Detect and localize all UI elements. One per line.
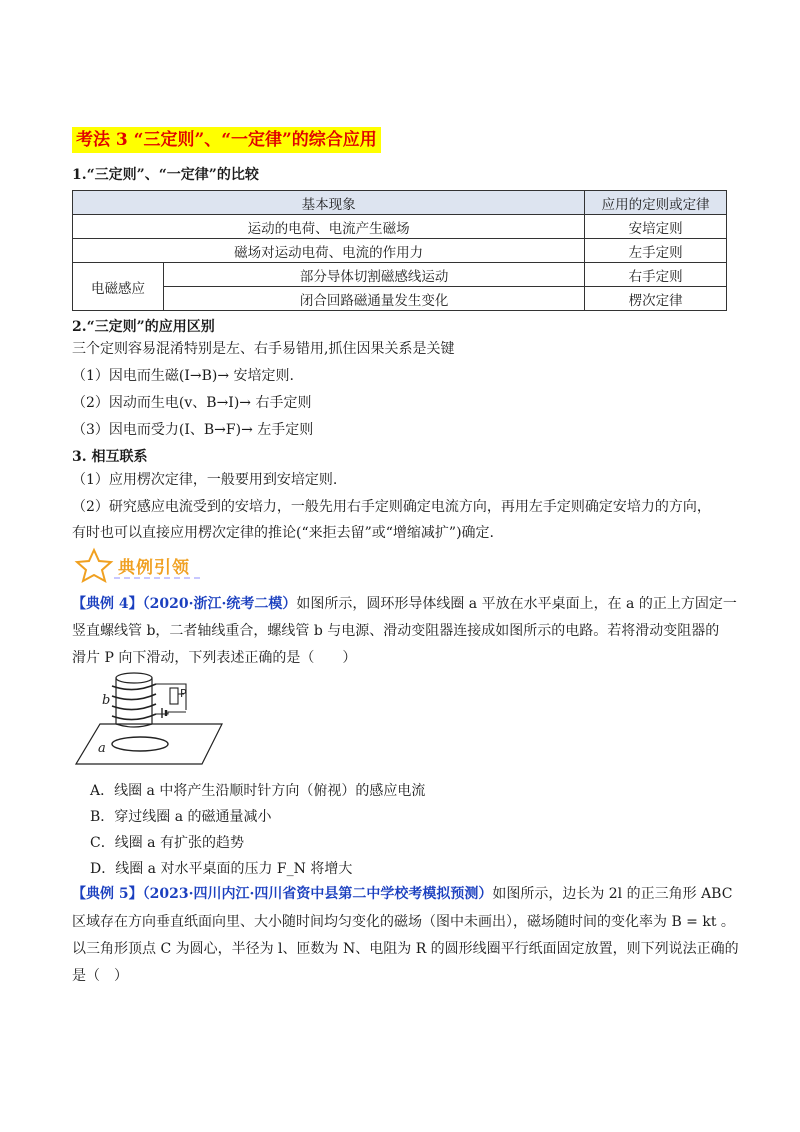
- table-cell-rule: 右手定则: [585, 263, 727, 287]
- table-cell-rule: 左手定则: [585, 239, 727, 263]
- table-header-rule: 应用的定则或定律: [585, 191, 727, 215]
- table-cell-phenomenon: 部分导体切割磁感线运动: [164, 263, 585, 287]
- table-cell-rule: 安培定则: [585, 215, 727, 239]
- option-b: B．穿过线圈 a 的磁通量减小: [90, 809, 272, 825]
- heading-comparison: 1.“三定则”、“一定律”的比较: [72, 167, 259, 183]
- ex5-text: 如图所示，边长为 2l 的正三角形 ABC: [492, 886, 733, 902]
- table-cell-phenomenon: 磁场对运动电荷、电流的作用力: [73, 239, 585, 263]
- table-cell-phenomenon: 闭合回路磁通量发生变化: [164, 287, 585, 311]
- s3-item: （1）应用楞次定律，一般要用到安培定则.: [72, 472, 338, 488]
- ex4-line2: 竖直螺线管 b，二者轴线重合，螺线管 b 与电源、滑动变阻器连接成如图所示的电路。若将滑动变阻器的: [72, 623, 720, 639]
- s2-item: （1）因电而生磁(I→B)→ 安培定则.: [72, 368, 295, 384]
- option-d: D．线圈 a 对水平桌面的压力 F_N 将增大: [90, 861, 353, 877]
- label-p: P: [180, 687, 187, 700]
- banner-underline: [114, 577, 200, 579]
- ex5-tag: 【典例 5】（2023·四川内江·四川省资中县第二中学校考模拟预测）: [72, 886, 493, 902]
- table-group-label: 电磁感应: [73, 263, 164, 311]
- solenoid-diagram: [72, 664, 272, 772]
- comparison-table: [72, 190, 727, 311]
- star-icon: [74, 547, 114, 583]
- s2-item: （2）因动而生电(v、B→I)→ 右手定则: [72, 395, 312, 411]
- table-cell-rule: 楞次定律: [585, 287, 727, 311]
- ex5-line2: 区域存在方向垂直纸面向里、大小随时间均匀变化的磁场（图中未画出），磁场随时间的变化率为 B = kt 。: [72, 914, 735, 930]
- option-c: C．线圈 a 有扩张的趋势: [90, 835, 244, 851]
- table-cell-phenomenon: 运动的电荷、电流产生磁场: [73, 215, 585, 239]
- solenoid-figure: [72, 664, 272, 772]
- table-header-phenomenon: 基本现象: [73, 191, 585, 215]
- heading-differences: 2.“三定则”的应用区别: [72, 319, 215, 335]
- examples-banner: [74, 547, 204, 583]
- label-a: a: [98, 741, 106, 756]
- ex4-line3: 滑片 P 向下滑动，下列表述正确的是（ ）: [72, 650, 357, 666]
- ex5-line3: 以三角形顶点 C 为圆心，半径为 l、匝数为 N、电阻为 R 的圆形线圈平行纸面固定放置，则下列说法正确的: [72, 941, 739, 957]
- table-header-row: [73, 191, 727, 215]
- banner-label: 典例引领: [118, 558, 190, 578]
- heading-relations: 3. 相互联系: [72, 449, 148, 465]
- ex4-tag: 【典例 4】（2020·浙江·统考二模）: [72, 596, 297, 612]
- s3-item: 有时也可以直接应用楞次定律的推论(“来拒去留”或“增缩减扩”)确定.: [72, 525, 495, 541]
- ex5-line1: [72, 884, 732, 904]
- s2-item: （3）因电而受力(I、B→F)→ 左手定则: [72, 422, 314, 438]
- ex4-line1: [72, 594, 737, 614]
- label-b: b: [102, 693, 111, 708]
- table-row: [73, 239, 727, 263]
- table-row: [73, 287, 727, 311]
- option-a: A．线圈 a 中将产生沿顺时针方向（俯视）的感应电流: [90, 783, 426, 799]
- ex5-line4: 是（ ）: [72, 968, 128, 984]
- s2-intro: 三个定则容易混淆特别是左、右手易错用,抓住因果关系是关键: [72, 341, 455, 357]
- s3-item: （2）研究感应电流受到的安培力，一般先用右手定则确定电流方向，再用左手定则确定安培力的方向，: [72, 499, 711, 515]
- table-row: [73, 215, 727, 239]
- section-title: 考法 3 “三定则”、“一定律”的综合应用: [72, 127, 381, 153]
- ex4-text: 如图所示，圆环形导体线圈 a 平放在水平桌面上，在 a 的正上方固定一: [296, 596, 737, 612]
- table-row: [73, 263, 727, 287]
